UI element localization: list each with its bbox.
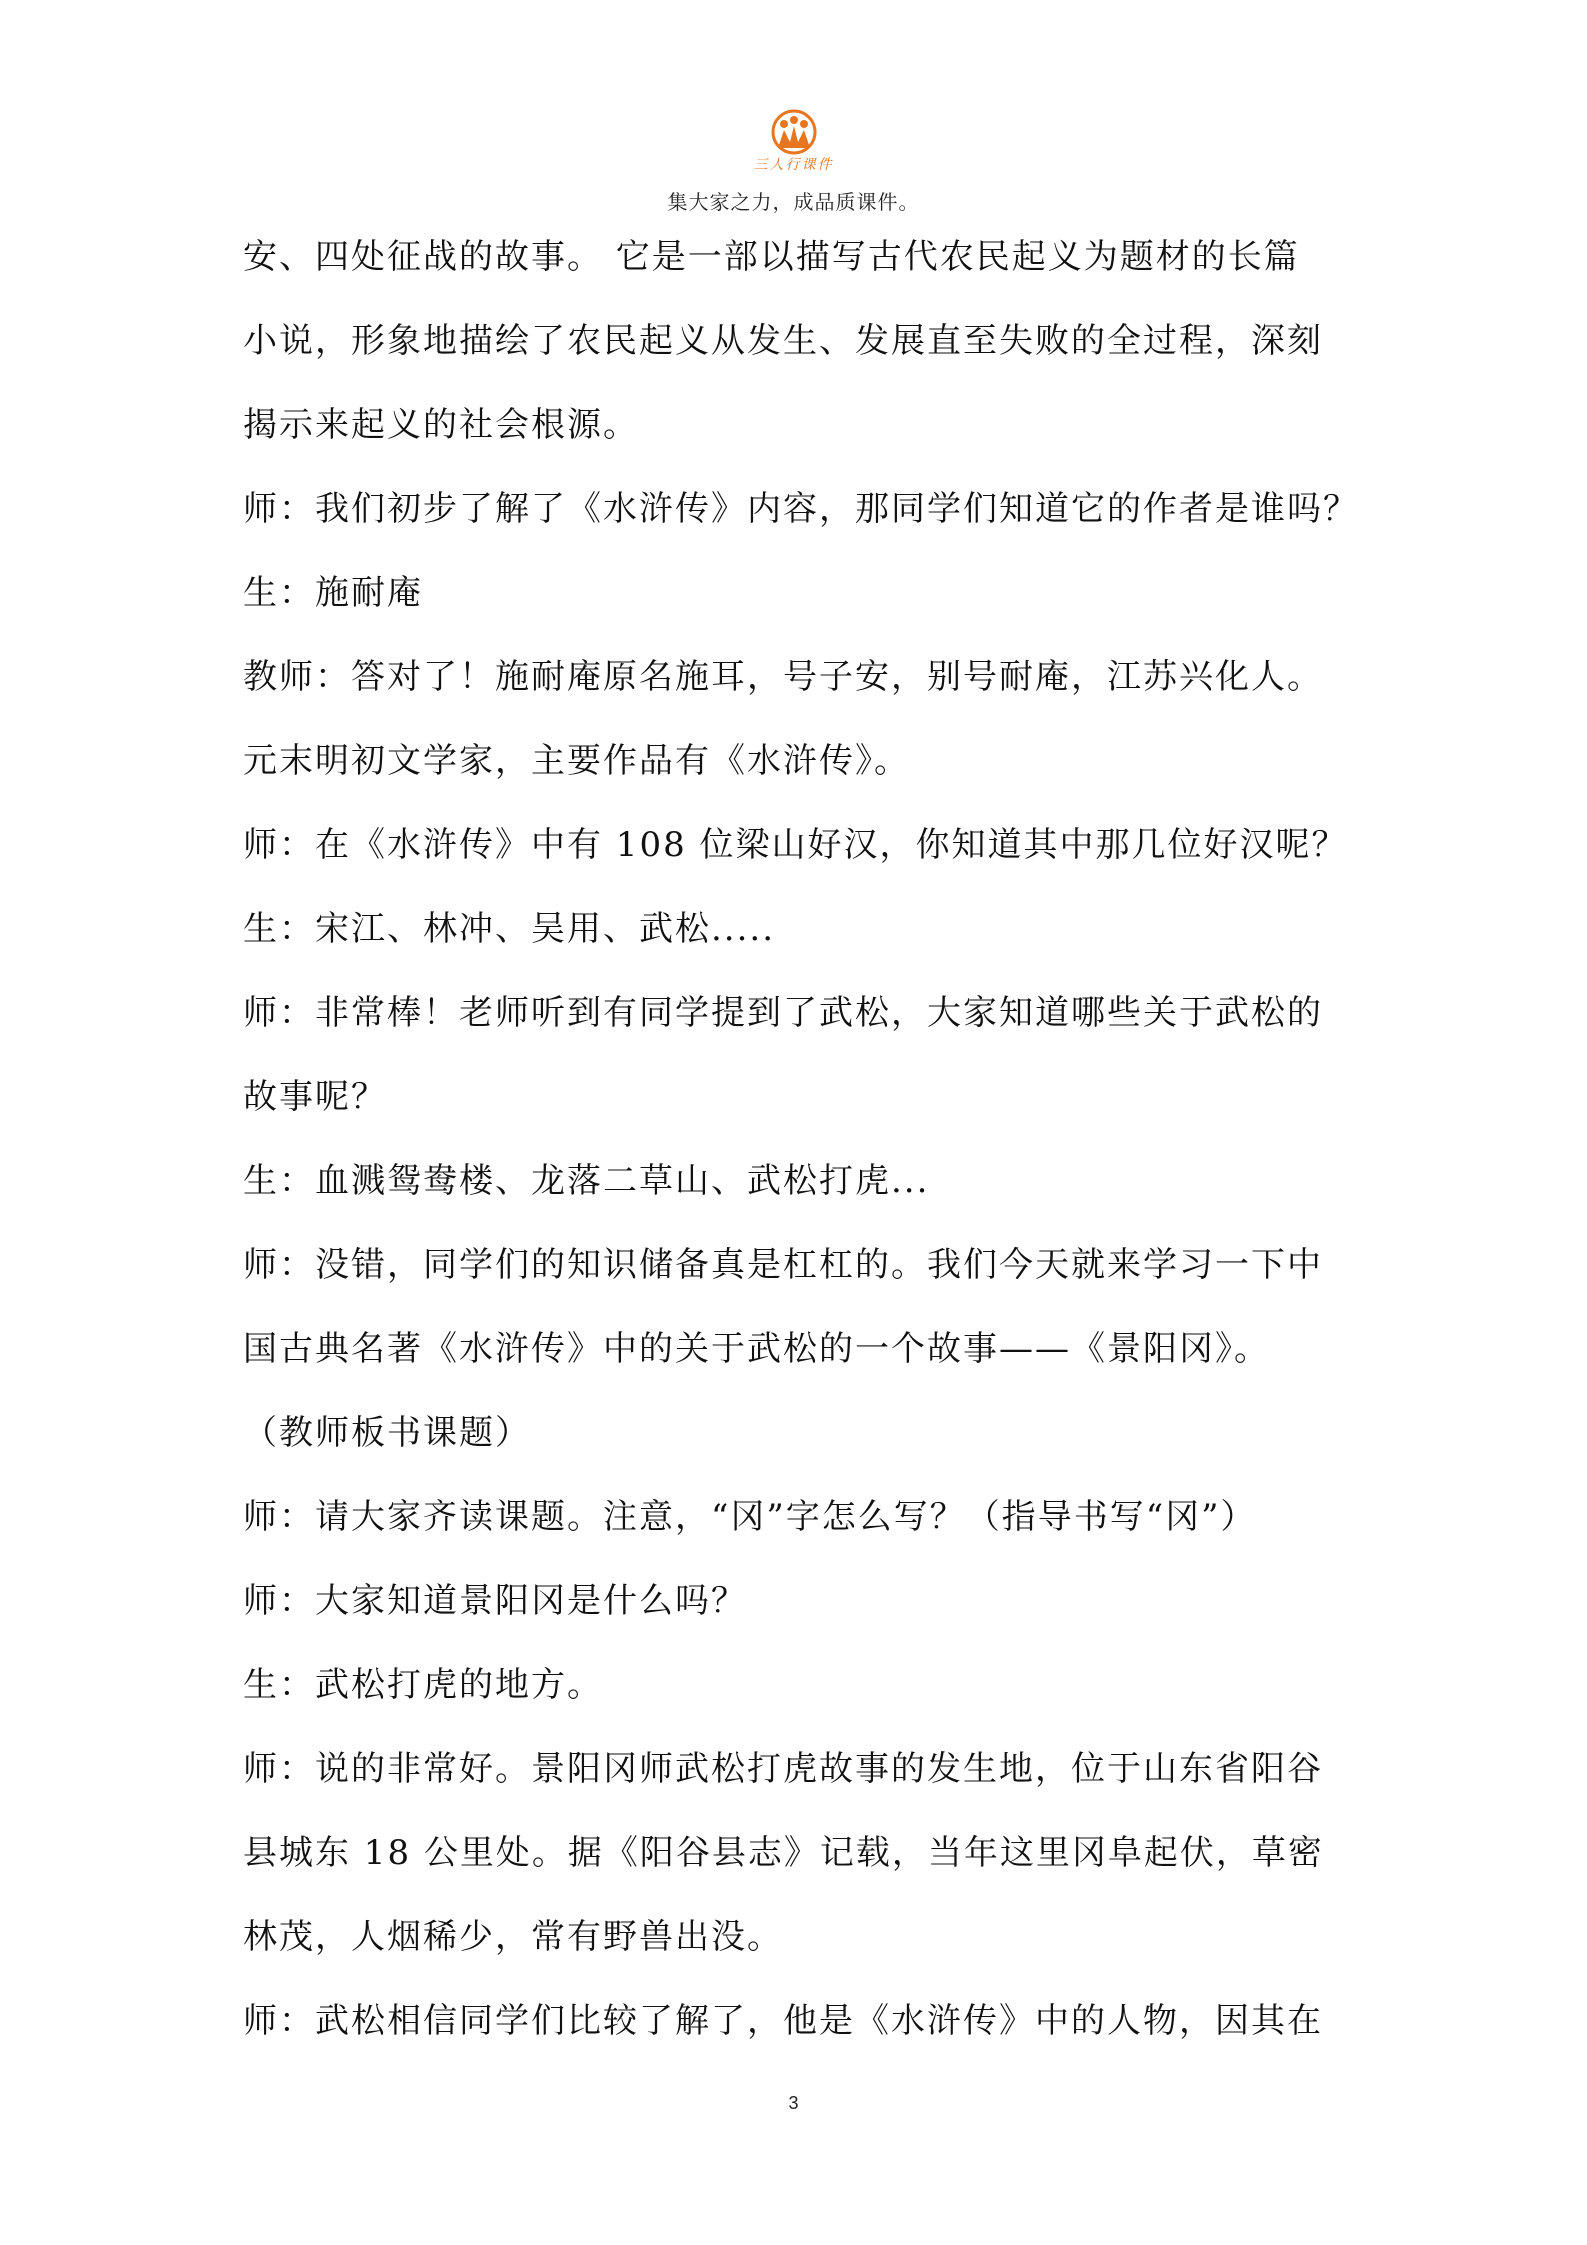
text-line: 师：非常棒！老师听到有同学提到了武松，大家知道哪些关于武松的 — [243, 993, 1323, 1033]
header-slogan: 集大家之力，成品质课件。 — [667, 190, 920, 214]
text-line: 国古典名著《水浒传》中的关于武松的一个故事——《景阳冈》。 — [243, 1329, 1270, 1369]
logo — [734, 108, 854, 178]
text-line: 教师：答对了！施耐庵原名施耳，号子安，别号耐庵，江苏兴化人。 — [243, 657, 1323, 697]
text-line: 生：宋江、林冲、吴用、武松..... — [243, 909, 776, 949]
logo-emblem-icon — [764, 108, 824, 156]
page-number: 3 — [788, 2093, 799, 2113]
page-header — [0, 108, 1587, 215]
text-line: 生：武松打虎的地方。 — [243, 1665, 603, 1705]
text-line: 小说，形象地描绘了农民起义从发生、发展直至失败的全过程，深刻 — [243, 321, 1323, 361]
text-line: 师：大家知道景阳冈是什么吗？ — [243, 1581, 747, 1621]
text-line: 生：施耐庵 — [243, 573, 423, 613]
text-line: 县城东 18 公里处。据《阳谷县志》记载，当年这里冈阜起伏，草密 — [243, 1833, 1324, 1873]
text-line: （教师板书课题） — [243, 1413, 531, 1453]
text-line: 生：血溅鸳鸯楼、龙落二草山、武松打虎... — [243, 1161, 930, 1201]
text-line: 安、四处征战的故事。 它是一部以描写古代农民起义为题材的长篇 — [243, 237, 1300, 277]
text-line: 师：我们初步了解了《水浒传》内容，那同学们知道它的作者是谁吗？ — [243, 489, 1359, 529]
text-line: 故事呢？ — [243, 1077, 387, 1117]
document-body — [243, 215, 1359, 2063]
text-line: 师：在《水浒传》中有 108 位梁山好汉，你知道其中那几位好汉呢？ — [243, 825, 1348, 865]
text-line: 林茂，人烟稀少，常有野兽出没。 — [243, 1917, 783, 1957]
text-line: 师：请大家齐读课题。注意，“冈”字怎么写？（指导书写“冈”） — [243, 1497, 1257, 1537]
text-line: 元末明初文学家，主要作品有《水浒传》。 — [243, 741, 910, 781]
text-line: 揭示来起义的社会根源。 — [243, 405, 639, 445]
text-line: 师：没错，同学们的知识储备真是杠杠的。我们今天就来学习一下中 — [243, 1245, 1323, 1285]
text-line: 师：说的非常好。景阳冈师武松打虎故事的发生地，位于山东省阳谷 — [243, 1749, 1323, 1789]
logo-text: 三人行课件 — [753, 157, 834, 173]
text-line: 师：武松相信同学们比较了解了，他是《水浒传》中的人物，因其在 — [243, 2001, 1323, 2041]
